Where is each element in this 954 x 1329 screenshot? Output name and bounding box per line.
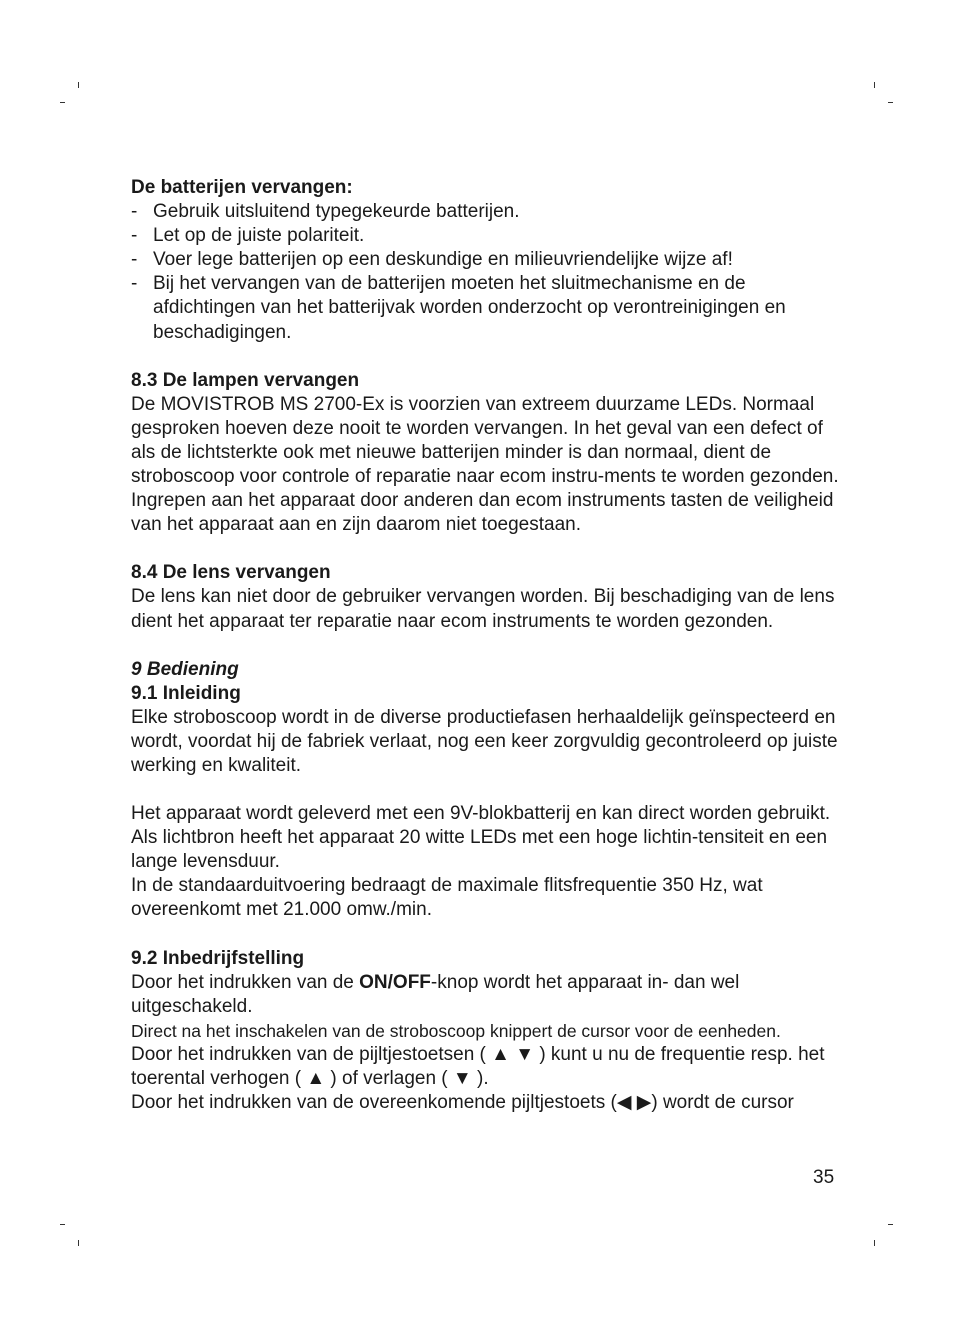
section-8-3-heading: 8.3 De lampen vervangen	[131, 369, 360, 391]
section-9-1-paragraph: In de standaarduitvoering bedraagt de maximale flitsfrequentie 350 Hz, wat overeenkomt met 21.000 omw./min.	[131, 875, 763, 921]
page-content	[131, 176, 843, 1115]
section-9-1-paragraph: Het apparaat wordt geleverd met een 9V-blokbatterij en kan direct worden gebruikt. Als lichtbron heeft het apparaat 20 witte LEDs met een hoge lichtin-tensiteit en een lange levensduur.	[131, 803, 831, 873]
crop-mark	[874, 1240, 875, 1246]
crop-mark	[78, 82, 79, 88]
batteries-heading: De batterijen vervangen:	[131, 177, 353, 198]
section-9-2-paragraph: Direct na het inschakelen van de stroboscoop knippert de cursor voor de eenheden.	[131, 1020, 781, 1041]
list-item: - Voer lege batterijen op een deskundige en milieuvriendelijke wijze af!	[131, 248, 843, 272]
section-9-1-paragraph: Elke stroboscoop wordt in de diverse productiefasen herhaaldelijk geïnspecteerd en wordt, voordat hij de fabriek verlaat, nog een keer zorgvuldig gecontroleerd op juiste werking en kwaliteit.	[131, 706, 838, 776]
list-item: - Bij het vervangen van de batterijen moeten het sluitmechanisme en de afdichtingen van het batterijvak worden onderzocht op verontreinigingen en beschadigingen.	[131, 272, 843, 344]
section-9-2-heading: 9.2 Inbedrijfstelling	[131, 947, 305, 969]
section-8-3-body: De MOVISTROB MS 2700-Ex is voorzien van extreem duurzame LEDs. Normaal gesproken hoeven deze nooit te worden vervangen. In het geval van een defect of als de lichtsterkte ook met nieuwe batterijen minder is dan normaal, dient de stroboscoop voor controle of reparatie naar ecom instru-ments te worden gezonden. Ingrepen aan het apparaat door anderen dan ecom instruments tasten de veiligheid van het apparaat aan en zijn daarom niet toegestaan.	[131, 393, 839, 536]
section-9-1-heading: 9.1 Inleiding	[131, 682, 241, 704]
crop-mark	[888, 1224, 893, 1225]
text-run: -knop wordt het apparaat in- dan wel uitgeschakeld.	[131, 971, 740, 1017]
section-9-2-paragraph: Door het indrukken van de overeenkomende pijltjestoets (◀ ▶) wordt de cursor	[131, 1092, 794, 1114]
section-9-2-paragraph	[131, 971, 843, 1019]
page-number: 35	[813, 1167, 835, 1188]
batteries-list	[131, 200, 843, 345]
crop-mark	[60, 102, 65, 103]
list-item: - Let op de juiste polariteit.	[131, 224, 843, 248]
crop-mark	[60, 1224, 65, 1225]
section-9-2-paragraph: Door het indrukken van de pijltjestoetsen ( ▲ ▼ ) kunt u nu de frequentie resp. het toerental verhogen ( ▲ ) of verlagen ( ▼ ).	[131, 1043, 825, 1089]
section-8-4-body: De lens kan niet door de gebruiker vervangen worden. Bij beschadiging van de lens dient het apparaat ter reparatie naar ecom instruments te worden gezonden.	[131, 586, 835, 632]
crop-mark	[78, 1240, 79, 1246]
text-run: Door het indrukken van de	[131, 971, 360, 993]
section-9-heading: 9 Bediening	[131, 658, 239, 680]
section-8-4-heading: 8.4 De lens vervangen	[131, 562, 331, 584]
crop-mark	[874, 82, 875, 88]
list-item: - Gebruik uitsluitend typegekeurde batterijen.	[131, 200, 843, 224]
on-off-label: ON/OFF	[359, 971, 431, 993]
crop-mark	[888, 102, 893, 103]
